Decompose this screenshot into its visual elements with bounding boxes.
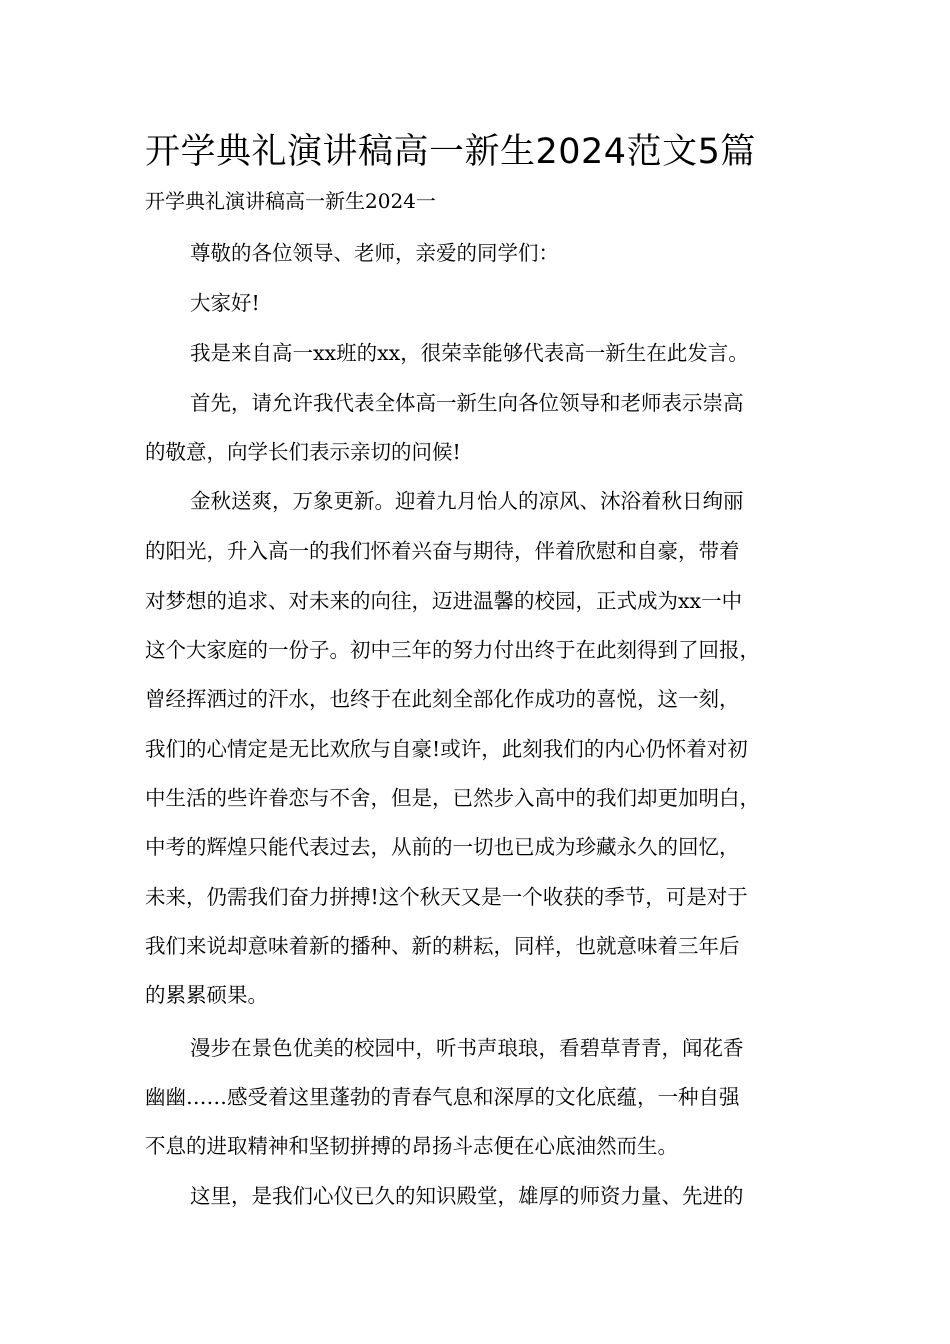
salutation-line: 尊敬的各位领导、老师，亲爱的同学们： (190, 241, 559, 265)
paragraph-line: 的阳光，升入高一的我们怀着兴奋与期待，伴着欣慰和自豪，带着 (145, 539, 740, 563)
paragraph-line: 未来，仍需我们奋力拼搏!这个秋天又是一个收获的季节，可是对于 (145, 885, 748, 909)
paragraph-line: 不息的进取精神和坚韧拼搏的昂扬斗志便在心底油然而生。 (145, 1134, 678, 1158)
paragraph-line: 漫步在景色优美的校园中，听书声琅琅，看碧草青青，闻花香 (190, 1036, 744, 1060)
paragraph-line: 的敬意，向学长们表示亲切的问候! (145, 440, 461, 464)
paragraph-line: 我们的心情定是无比欢欣与自豪!或许，此刻我们的内心仍怀着对初 (145, 737, 748, 761)
paragraph-line: 首先，请允许我代表全体高一新生向各位领导和老师表示崇高 (190, 391, 744, 415)
paragraph-line: 的累累硕果。 (145, 983, 268, 1007)
document-title: 开学典礼演讲稿高一新生2024范文5篇 (145, 132, 756, 172)
paragraph-line: 我们来说却意味着新的播种、新的耕耘，同样，也就意味着三年后 (145, 934, 740, 958)
paragraph-line: 我是来自高一xx班的xx，很荣幸能够代表高一新生在此发言。 (190, 341, 749, 365)
paragraph-line: 金秋送爽，万象更新。迎着九月怡人的凉风、沐浴着秋日绚丽 (190, 489, 744, 513)
greeting-line: 大家好! (190, 291, 260, 315)
paragraph-line: 这个大家庭的一份子。初中三年的努力付出终于在此刻得到了回报， (145, 638, 760, 662)
paragraph-line: 幽幽……感受着这里蓬勃的青春气息和深厚的文化底蕴，一种自强 (145, 1085, 740, 1109)
paragraph-line: 中生活的些许眷恋与不舍，但是，已然步入高中的我们却更加明白， (145, 786, 760, 810)
paragraph-line: 对梦想的追求、对未来的向往，迈进温馨的校园，正式成为xx一中 (145, 589, 743, 613)
section-heading: 开学典礼演讲稿高一新生2024一 (145, 189, 436, 213)
paragraph-line: 中考的辉煌只能代表过去，从前的一切也已成为珍藏永久的回忆， (145, 835, 740, 859)
paragraph-line: 这里，是我们心仪已久的知识殿堂，雄厚的师资力量、先进的 (190, 1184, 744, 1208)
paragraph-line: 曾经挥洒过的汗水，也终于在此刻全部化作成功的喜悦，这一刻， (145, 687, 740, 711)
